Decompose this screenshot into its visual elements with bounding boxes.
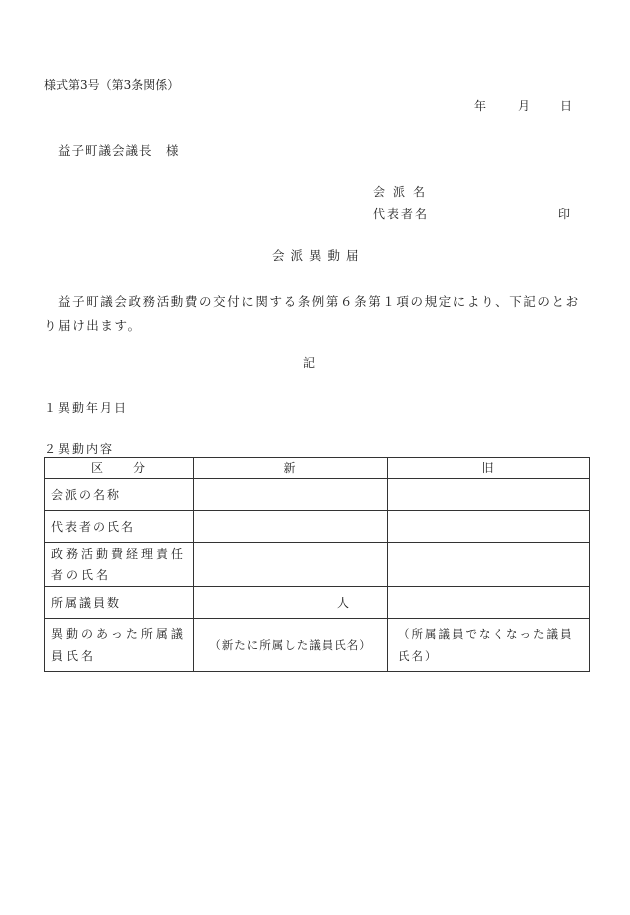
group-name-label: 会派名 — [373, 185, 434, 199]
representative-label: 代表者名 — [373, 207, 430, 221]
form-number: 様式第3号（第3条関係） — [44, 78, 180, 92]
table-row — [45, 619, 590, 672]
header-old: 旧 — [388, 458, 590, 479]
table-row — [45, 543, 590, 587]
table-row — [45, 511, 590, 543]
header-new: 新 — [194, 458, 388, 479]
row-new-cell — [194, 587, 388, 619]
row-old-cell — [388, 543, 590, 587]
row-label: 会派の名称 — [45, 479, 194, 511]
row-new-cell — [194, 479, 388, 511]
row-old-cell — [388, 587, 590, 619]
row-old-cell — [388, 479, 590, 511]
row-new-cell — [194, 511, 388, 543]
row-label: 代表者の氏名 — [45, 511, 194, 543]
date-month: 月 — [518, 99, 531, 113]
row-new-cell: （新たに所属した議員氏名） — [194, 619, 388, 672]
document-title: 会派異動届 — [272, 248, 365, 263]
date-year: 年 — [474, 99, 487, 113]
item-1-label: １異動年月日 — [44, 401, 129, 415]
ki-mark: 記 — [303, 356, 316, 370]
row-label: 所属議員数 — [45, 587, 194, 619]
table-row — [45, 479, 590, 511]
date-day: 日 — [560, 99, 573, 113]
table-row — [45, 587, 590, 619]
member-count-unit: 人 — [336, 595, 351, 610]
row-new-cell — [194, 543, 388, 587]
row-old-cell: （所属議員でなくなった議員氏名） — [388, 619, 590, 672]
row-old-cell — [388, 511, 590, 543]
table-header-row — [45, 458, 590, 479]
row-label: 異動のあった所属議員氏名 — [45, 619, 194, 672]
row-label: 政務活動費経理責任者の氏名 — [45, 543, 194, 587]
body-paragraph: 益子町議会政務活動費の交付に関する条例第６条第１項の規定により、下記のとおり届け出ます。 — [44, 294, 580, 333]
seal-mark: 印 — [558, 207, 571, 221]
item-2-label: ２異動内容 — [44, 442, 115, 456]
header-category: 区 分 — [45, 458, 194, 479]
addressee: 益子町議会議長 様 — [58, 143, 180, 158]
change-table — [44, 457, 590, 672]
